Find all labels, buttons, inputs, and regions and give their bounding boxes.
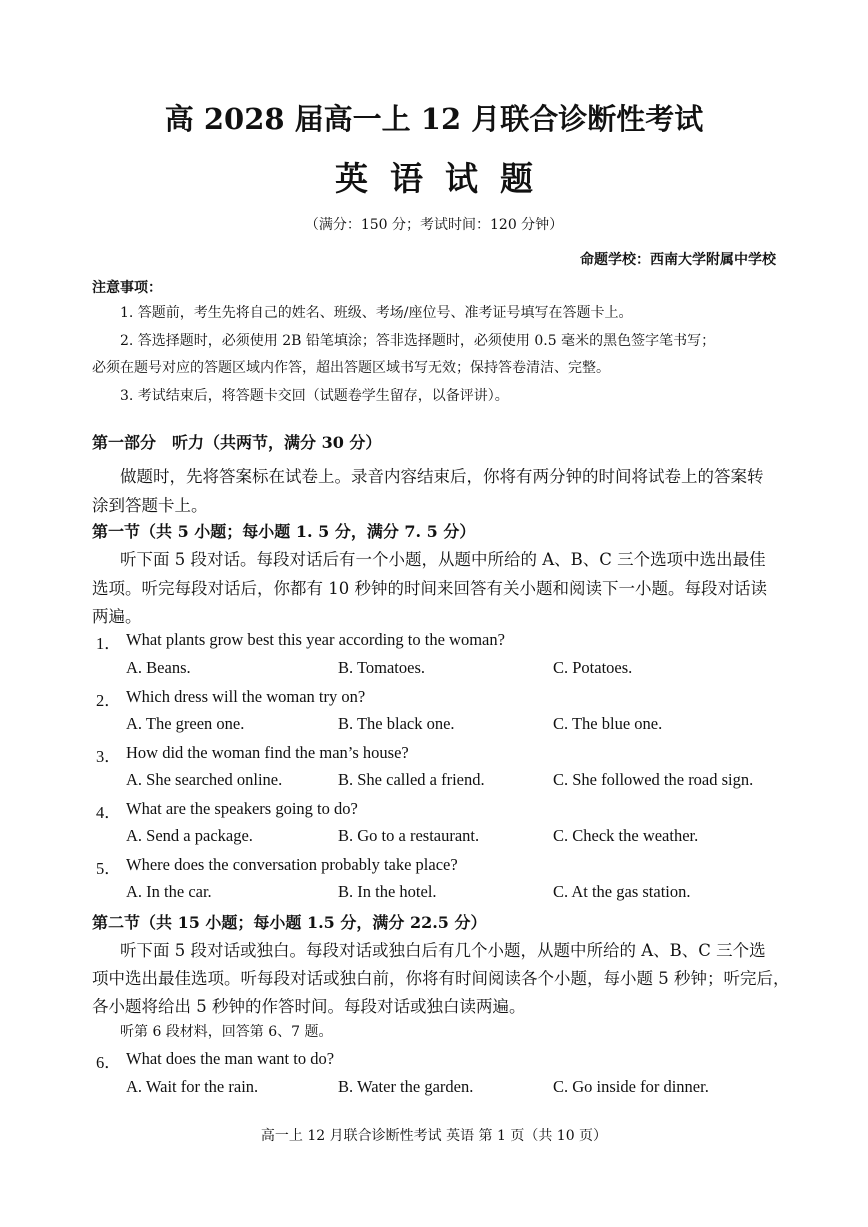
option-b: B. Go to a restaurant. [338,826,480,845]
question-number: 6． [96,1053,121,1072]
option-a: A. She searched online. [126,770,283,789]
option-c: C. She followed the road sign. [553,770,754,789]
section2-heading: 第二节（共 15 小题；每小题 1.5 分，满分 22.5 分） [92,913,487,932]
option-b: B. Tomatoes. [338,658,425,677]
option-a: A. Send a package. [126,826,253,845]
note-item: 2. 答选择题时，必须使用 2B 铅笔填涂；答非选择题时，必须使用 0.5 毫米的黑色签字笔书写； [120,333,716,349]
setter-school: 命题学校：西南大学附属中学校 [580,252,776,268]
question-text: Where does the conversation probably take place? [126,855,458,874]
option-b: B. Water the garden. [338,1077,474,1096]
question-text: How did the woman find the man’s house? [126,743,409,762]
question-text: What plants grow best this year according to the woman? [126,630,505,649]
option-c: C. At the gas station. [553,882,691,901]
question-number: 2． [96,691,121,710]
option-c: C. Check the weather. [553,826,699,845]
section2-intro-line: 项中选出最佳选项。听每段对话或独白前，你将有时间阅读各个小题，每小题 5 秒钟；听完后， [92,969,790,988]
section1-intro-line: 两遍。 [92,607,142,626]
question-number: 4． [96,803,121,822]
note-item: 3. 考试结束后，将答题卡交回（试题卷学生留存，以备评讲）。 [120,388,509,404]
page-footer: 高一上 12 月联合诊断性考试 英语 第 1 页（共 10 页） [260,1128,608,1144]
exam-meta: （满分：150 分；考试时间：120 分钟） [304,217,564,233]
section1-heading: 第一节（共 5 小题；每小题 1. 5 分，满分 7. 5 分） [92,522,476,541]
part1-intro-line: 做题时，先将答案标在试卷上。录音内容结束后，你将有两分钟的时间将试卷上的答案转 [120,467,764,486]
section2-intro-line: 听下面 5 段对话或独白。每段对话或独白后有几个小题，从题中所给的 A、B、C 三个选 [120,941,766,960]
material-instruction: 听第 6 段材料，回答第 6、7 题。 [120,1024,333,1040]
note-item: 1. 答题前，考生先将自己的姓名、班级、考场/座位号、准考证号填写在答题卡上。 [120,305,633,321]
question-number: 1． [96,634,121,653]
option-a: A. In the car. [126,882,212,901]
option-a: A. Beans. [126,658,191,677]
part1-intro-line: 涂到答题卡上。 [92,496,208,515]
question-number: 5． [96,859,121,878]
option-a: A. The green one. [126,714,245,733]
option-a: A. Wait for the rain. [126,1077,259,1096]
question-text: What does the man want to do? [126,1049,335,1068]
part1-heading: 第一部分 听力（共两节，满分 30 分） [92,433,382,452]
subject-title: 英语试题 [335,159,555,198]
notes-heading: 注意事项： [92,280,162,296]
note-item: 必须在题号对应的答题区域内作答，超出答题区域书写无效；保持答卷清洁、完整。 [92,360,610,376]
exam-title: 高 2028 届高一上 12 月联合诊断性考试 [164,102,704,136]
option-b: B. The black one. [338,714,455,733]
option-c: C. Go inside for dinner. [553,1077,709,1096]
option-c: C. The blue one. [553,714,663,733]
question-number: 3． [96,747,121,766]
section1-intro-line: 选项。听完每段对话后，你都有 10 秒钟的时间来回答有关小题和阅读下一小题。每段对话读 [92,579,767,598]
section2-intro-line: 各小题将给出 5 秒钟的作答时间。每段对话或独白读两遍。 [92,997,526,1016]
option-c: C. Potatoes. [553,658,633,677]
question-text: Which dress will the woman try on? [126,687,366,706]
question-text: What are the speakers going to do? [126,799,358,818]
section1-intro-line: 听下面 5 段对话。每段对话后有一个小题，从题中所给的 A、B、C 三个选项中选出最佳 [120,550,766,569]
option-b: B. In the hotel. [338,882,437,901]
option-b: B. She called a friend. [338,770,485,789]
